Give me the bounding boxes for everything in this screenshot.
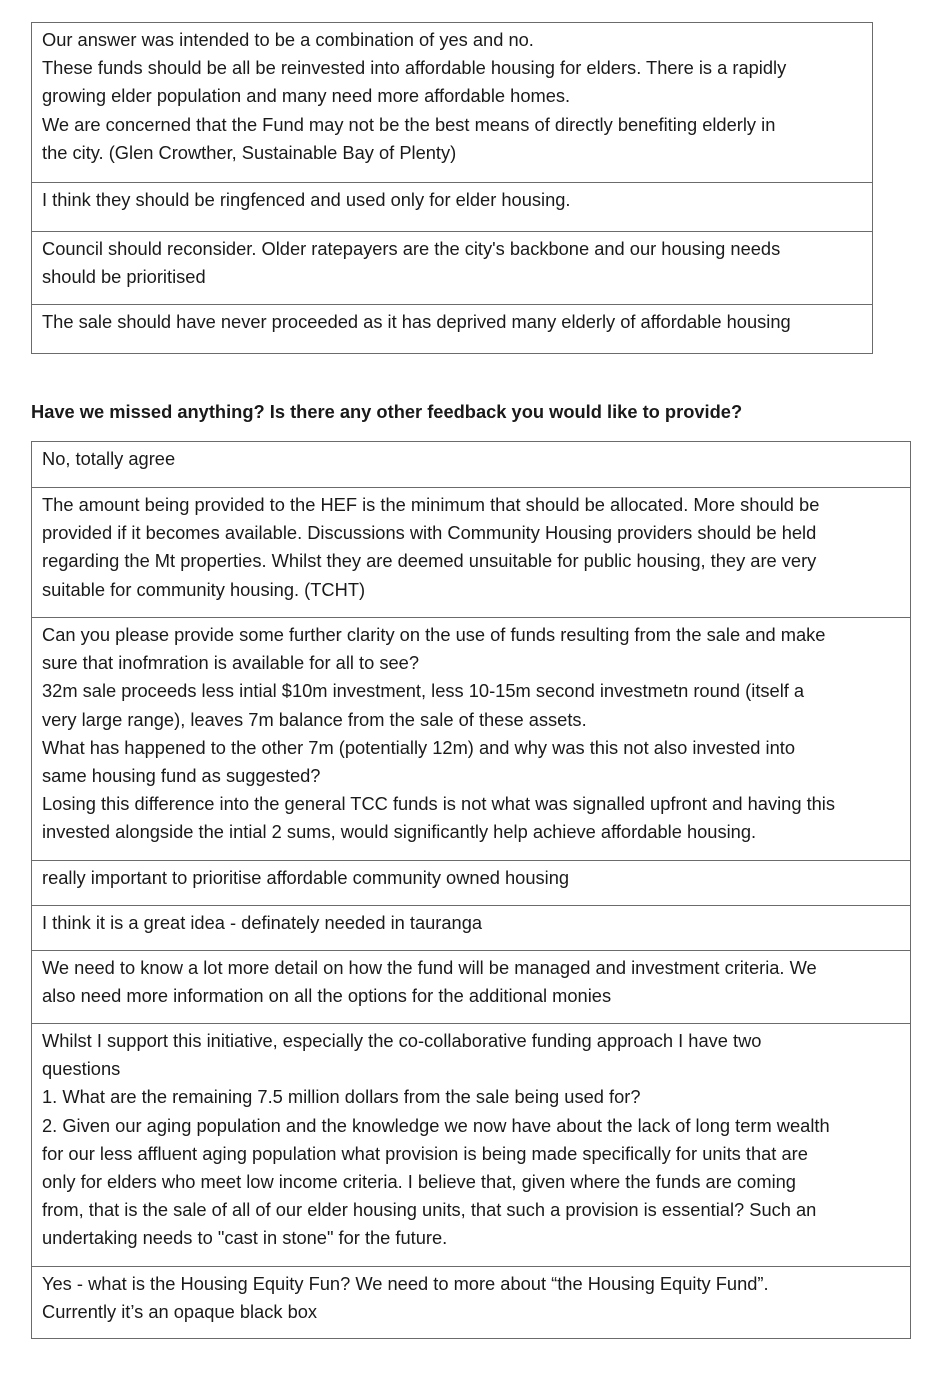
row-text-line: for our less affluent aging population what provision is being made specifically for units that are xyxy=(42,1142,808,1164)
feedback-table-1 xyxy=(31,22,873,354)
table-row xyxy=(32,617,910,860)
row-text-line: regarding the Mt properties. Whilst they are deemed unsuitable for public housing, they are very xyxy=(42,550,817,572)
feedback-table-2 xyxy=(31,441,911,1339)
row-text-line: Whilst I support this initiative, especially the co-collaborative funding approach I have two xyxy=(42,1030,762,1051)
row-text-line: undertaking needs to "cast in stone" for the future. xyxy=(42,1227,448,1249)
row-text-line: really important to prioritise affordable community owned housing xyxy=(42,867,570,888)
table-row xyxy=(32,182,872,231)
table-row xyxy=(32,905,910,950)
row-text-line: only for elders who meet low income criteria. I believe that, given where the funds are coming xyxy=(42,1171,796,1193)
row-text-line: also need more information on all the options for the additional monies xyxy=(42,985,612,1007)
row-text-line: Can you please provide some further clarity on the use of funds resulting from the sale and make xyxy=(42,624,826,645)
row-text-line: 1. What are the remaining 7.5 million dollars from the sale being used for? xyxy=(42,1086,641,1108)
table-row xyxy=(32,860,910,905)
row-text-line: I think they should be ringfenced and used only for elder housing. xyxy=(42,189,571,210)
row-text-line: Currently it’s an opaque black box xyxy=(42,1301,318,1323)
row-text-line: These funds should be all be reinvested into affordable housing for elders. There is a rapidly xyxy=(42,57,787,79)
table-row xyxy=(32,23,872,182)
row-text-line: same housing fund as suggested? xyxy=(42,765,321,787)
row-text-line: 32m sale proceeds less intial $10m investment, less 10-15m second investmetn round (itself a xyxy=(42,680,805,702)
row-text-line: invested alongside the intial 2 sums, would significantly help achieve affordable housing. xyxy=(42,821,757,843)
row-text-line: The amount being provided to the HEF is the minimum that should be allocated. More should be xyxy=(42,494,820,515)
row-text-line: Council should reconsider. Older ratepayers are the city's backbone and our housing needs xyxy=(42,238,781,259)
row-text-line: very large range), leaves 7m balance from the sale of these assets. xyxy=(42,708,587,730)
row-text-line: We need to know a lot more detail on how the fund will be managed and investment criteria. We xyxy=(42,957,817,978)
table-row xyxy=(32,1266,910,1338)
row-text-line: the city. (Glen Crowther, Sustainable Bay of Plenty) xyxy=(42,141,457,163)
table-row xyxy=(32,304,872,353)
row-text-line: The sale should have never proceeded as it has deprived many elderly of affordable housing xyxy=(42,311,791,332)
table-row xyxy=(32,442,910,487)
row-text-line: 2. Given our aging population and the knowledge we now have about the lack of long term wealth xyxy=(42,1114,830,1136)
row-text-line: questions xyxy=(42,1058,121,1080)
row-text-line: suitable for community housing. (TCHT) xyxy=(42,578,366,600)
table-row xyxy=(32,231,872,304)
table-row xyxy=(32,950,910,1023)
row-text-line: Yes - what is the Housing Equity Fun? We need to more about “the Housing Equity Fund”. xyxy=(42,1273,769,1294)
row-text-line: We are concerned that the Fund may not be the best means of directly benefiting elderly in xyxy=(42,113,776,135)
question-heading: Have we missed anything? Is there any other feedback you would like to provide? xyxy=(31,401,743,422)
row-text-line: growing elder population and many need more affordable homes. xyxy=(42,85,571,107)
row-text-line: What has happened to the other 7m (potentially 12m) and why was this not also invested into xyxy=(42,736,796,758)
row-text-line: provided if it becomes available. Discussions with Community Housing providers should be held xyxy=(42,522,817,544)
table-row xyxy=(32,487,910,617)
table-row xyxy=(32,1023,910,1266)
row-text-line: should be prioritised xyxy=(42,266,206,288)
row-text-line: No, totally agree xyxy=(42,448,176,469)
row-text-line: Our answer was intended to be a combination of yes and no. xyxy=(42,29,534,50)
row-text-line: Losing this difference into the general TCC funds is not what was signalled upfront and having this xyxy=(42,793,836,815)
row-text-line: sure that inofmration is available for all to see? xyxy=(42,652,419,674)
row-text-line: from, that is the sale of all of our elder housing units, that such a provision is essential? Such an xyxy=(42,1199,817,1221)
row-text-line: I think it is a great idea - definately needed in tauranga xyxy=(42,912,483,933)
